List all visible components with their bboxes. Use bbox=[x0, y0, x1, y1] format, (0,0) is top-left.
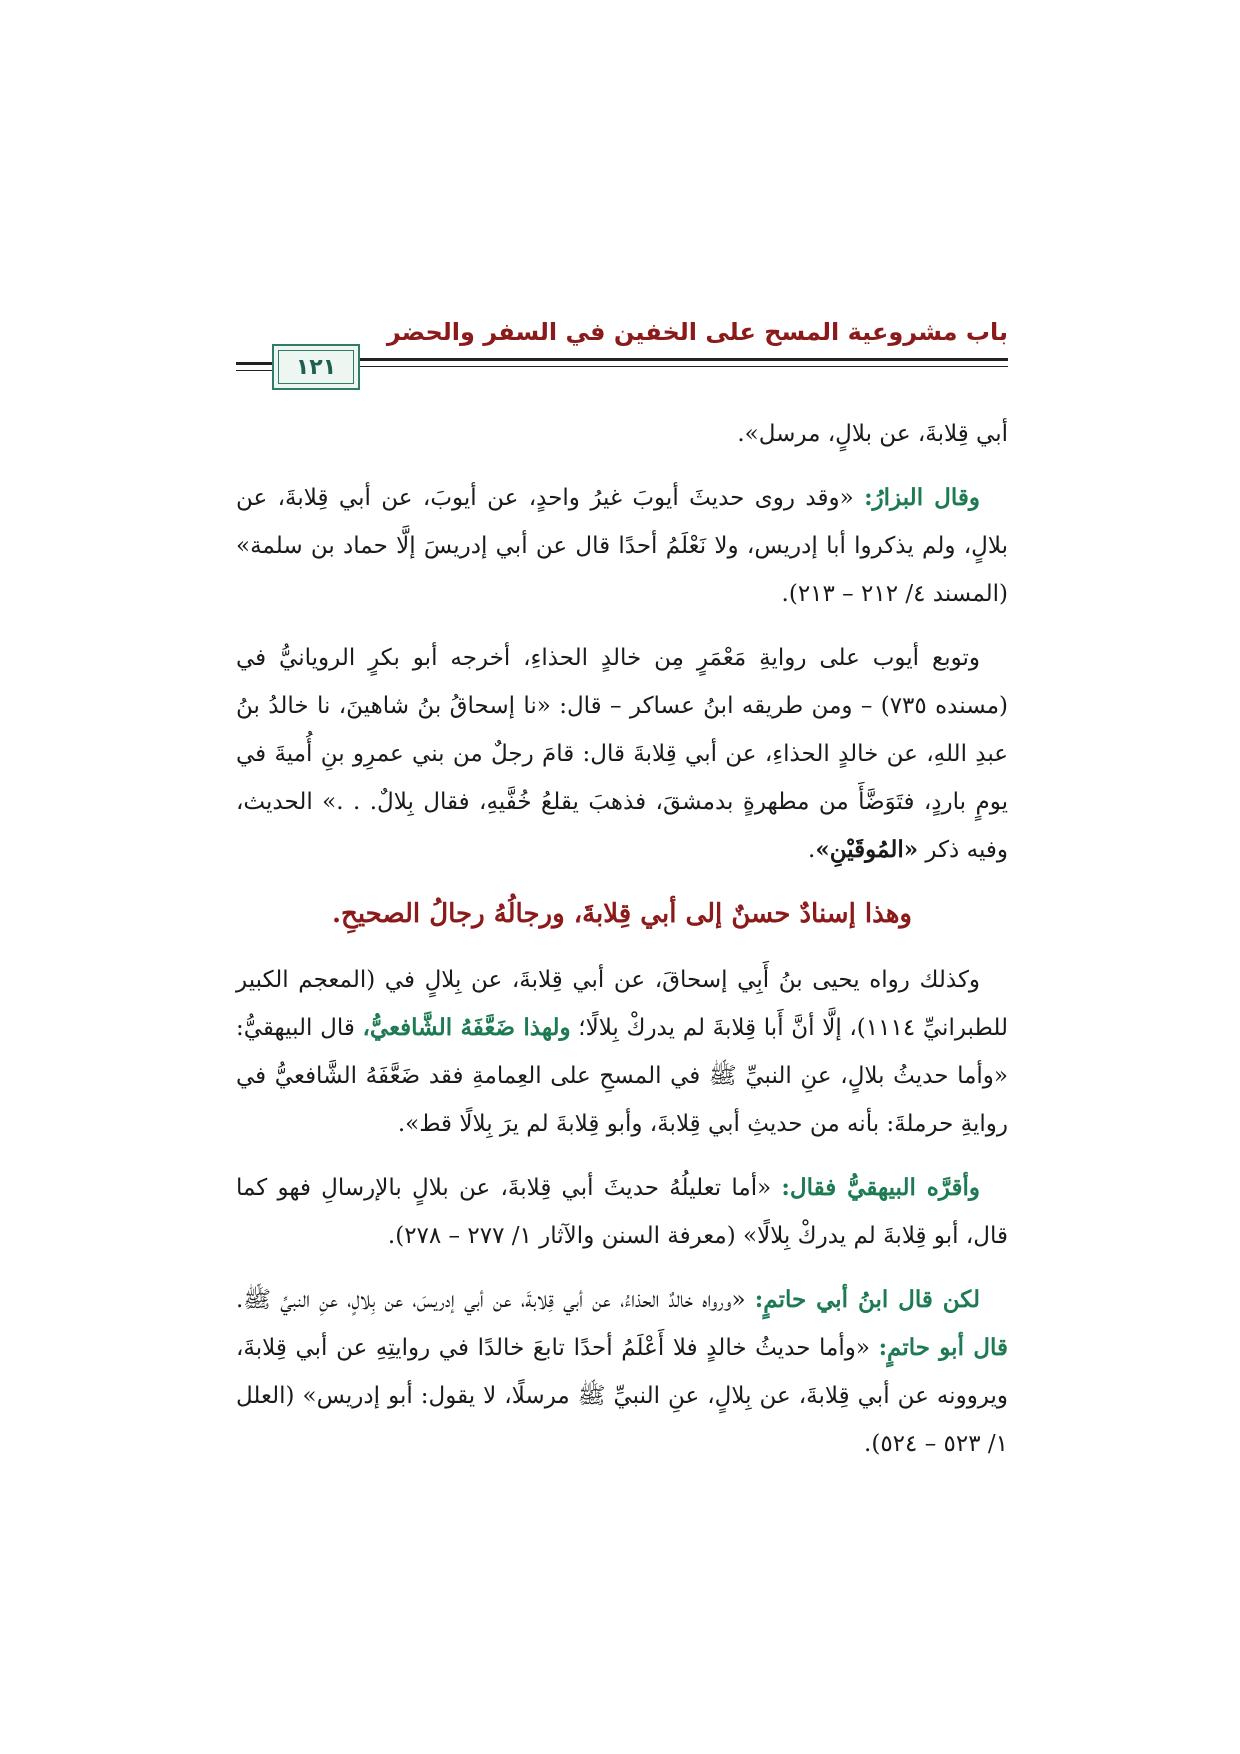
page-body bbox=[236, 410, 1008, 1484]
paragraph-4 bbox=[236, 956, 1008, 1148]
paragraph-3-text: وتوبع أيوب على روايةِ مَعْمَرٍ مِن خالدٍ الحذاءِ، أخرجه أبو بكرٍ الرويانيُّ في (مسنده ٧٣٥) – ومن طريقه ابنُ عساكر – قال: «نا إسحاقُ بنُ شاهينَ، نا خالدُ بنُ عبدِ اللهِ، عن خالدٍ الحذاءِ، عن أبي قِلابةَ قال: قامَ رجلٌ من بني عمرِو بنِ أُميةَ في يومٍ باردٍ، فتَوَضَّأَ من مطهرةٍ بدمشقَ، فذهبَ يقلعُ خُفَّيهِ، فقال بِلالٌ. . .» الحديث، وفيه ذكر bbox=[236, 645, 1009, 863]
header-rule-left bbox=[236, 362, 272, 365]
paragraph-5-text: «أما تعليلُهُ حديثَ أبي قِلابةَ، عن بلالٍ بالإرسالِ فهو كما قال، أبو قِلابةَ لم يدركْ بِلالًا» (معرفة السنن والآثار ١/ ٢٧٧ – ٢٧٨). bbox=[236, 1175, 1008, 1249]
paragraph-6-text-2: «وأما حديثُ خالدٍ فلا أَعْلَمُ أحدًا تابعَ خالدًا في روايتِهِ عن أبي قِلابةَ، ويروونه عن أبي قِلابةَ، عن بِلالٍ، عنِ النبيِّ ﷺ مرسلًا، لا يقول: أبو إدريس» (العلل ١/ ٥٢٣ – ٥٢٤). bbox=[236, 1335, 1008, 1457]
paragraph-6 bbox=[236, 1276, 1008, 1468]
bazzar-label: وقال البزارُ: bbox=[864, 484, 980, 511]
paragraph-2 bbox=[236, 474, 1008, 618]
paragraph-4-text-2: قال البيهقيُّ: «وأما حديثُ بلالٍ، عنِ النبيِّ ﷺ في المسحِ على العِمامةِ فقد ضَعَّفَهُ الشَّافعيُّ في روايةِ حرملةَ: بأنه من حديثِ أبي قِلابةَ، وأبو قِلابةَ لم يرَ بِلالًا قط». bbox=[236, 1015, 1008, 1137]
paragraph-4-text: وكذلك رواه يحيى بنُ أَبِي إسحاقَ، عن أبي قِلابةَ، عن بِلالٍ في (المعجم الكبير للطبرانيِّ ١١١٤)، إلَّا أنَّ أَبا قِلابةَ لم يدركْ بِلالًا؛ bbox=[236, 967, 1008, 1041]
header-rule-thick bbox=[360, 358, 1008, 361]
abu-hatim-label: قال أبو حاتمٍ: bbox=[878, 1334, 1008, 1361]
bayhaqi-label: وأقرَّه البيهقيُّ فقال: bbox=[781, 1174, 980, 1201]
paragraph-5 bbox=[236, 1164, 1008, 1260]
paragraph-3 bbox=[236, 634, 1008, 874]
shafii-label: ولهذا ضَعَّفَهُ الشَّافعيُّ، bbox=[362, 1014, 571, 1041]
header-rule-thin bbox=[360, 366, 1008, 367]
paragraph-2-text: «وقد روى حديثَ أيوبَ غيرُ واحدٍ، عن أيوبَ، عن أبي قِلابةَ، عن بلالٍ، ولم يذكروا أبا إدريس، ولا نَعْلَمُ أحدًا قال عن أبي إدريسَ إلَّا حماد بن سلمة» (المسند ٤/ ٢١٢ – ٢١٣). bbox=[236, 485, 1008, 607]
muqayn-term: «المُوقَيْنِ» bbox=[815, 836, 919, 863]
header-rule-left-thin bbox=[236, 370, 272, 371]
paragraph-3-end: . bbox=[808, 837, 816, 863]
page-number: ١٢١ bbox=[295, 354, 337, 380]
section-heading: وهذا إسنادٌ حسنٌ إلى أبي قِلابةَ، ورجالُهُ رجالُ الصحيحِ. bbox=[332, 899, 912, 929]
page-number-frame bbox=[272, 344, 360, 390]
ibn-abi-hatim-label: لكن قال ابنُ أبي حاتمٍ: bbox=[754, 1286, 980, 1313]
running-title: باب مشروعية المسح على الخفين في السفر والحضر bbox=[386, 318, 1008, 346]
page-header bbox=[236, 318, 1008, 390]
paragraph-1-text: أبي قِلابةَ، عن بلالٍ، مرسل». bbox=[737, 421, 1008, 447]
paragraph-1 bbox=[236, 410, 1008, 458]
paragraph-6-text: «ورواه خالدٌ الحذاءُ، عن أبي قِلابةَ، عن أبي إدريسَ، عن بِلالٍ، عنِ النبيِّ ﷺ. bbox=[236, 1287, 755, 1313]
